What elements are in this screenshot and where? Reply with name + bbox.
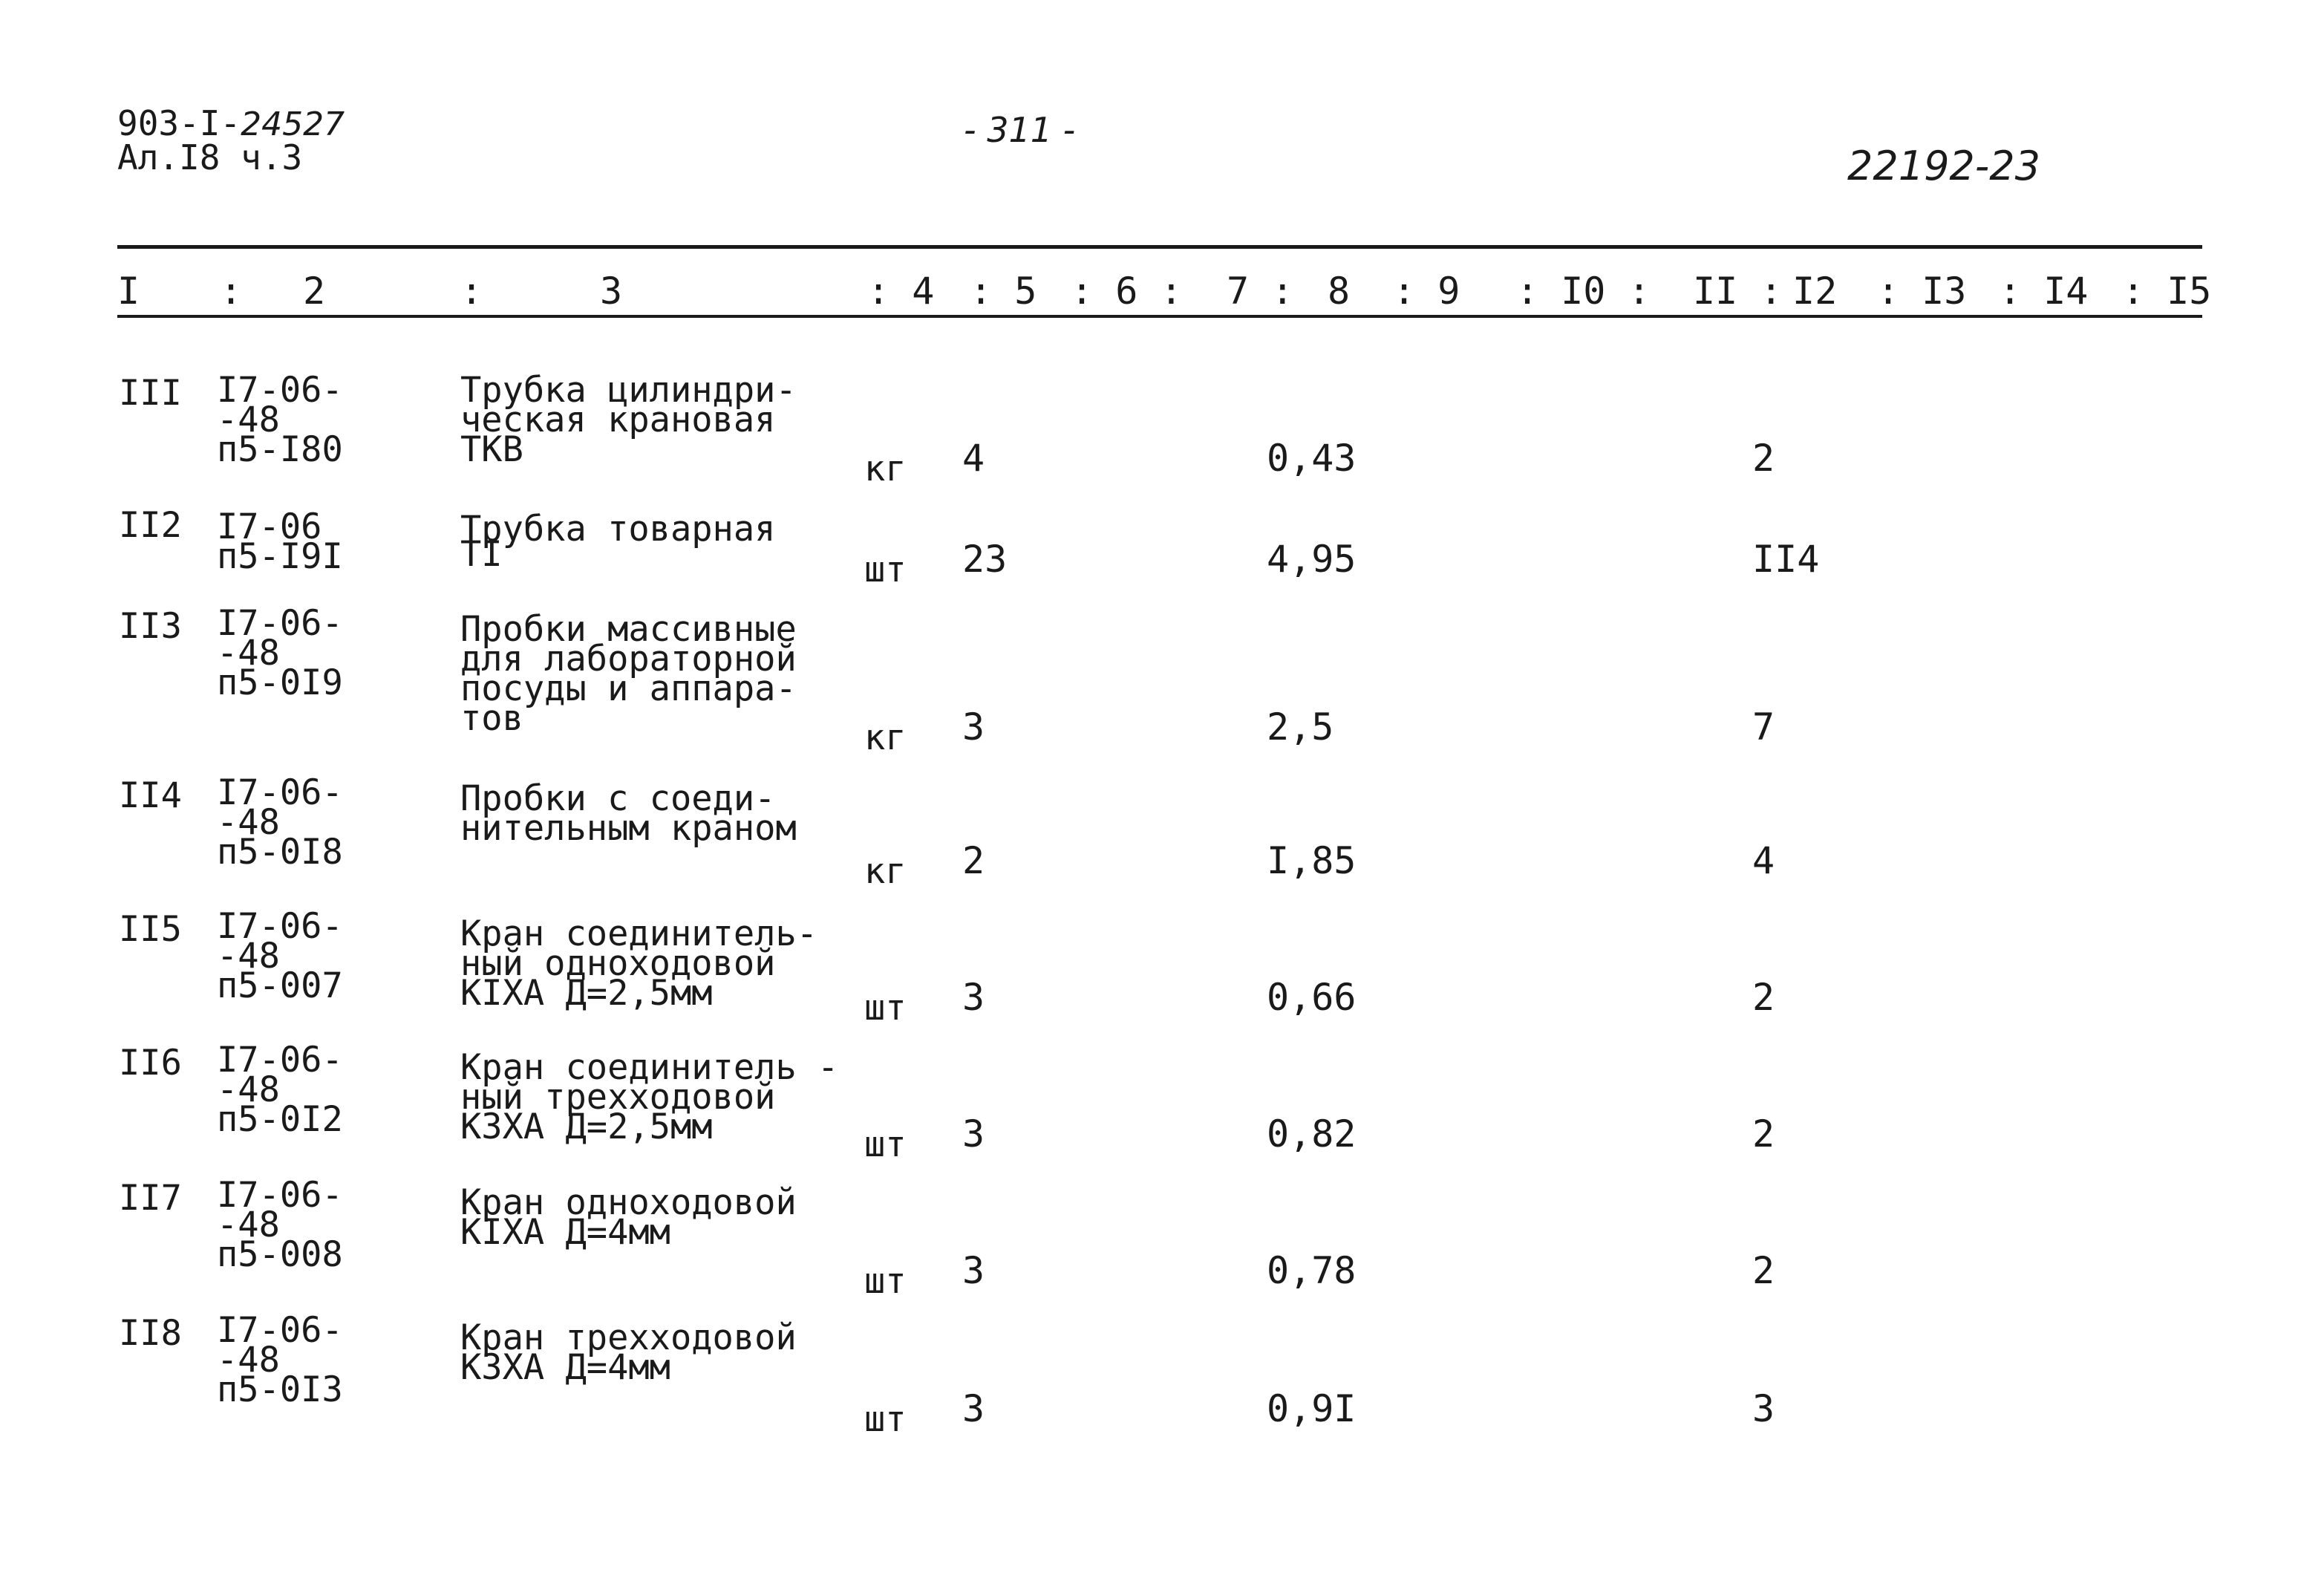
row-code: I7-06- -48 п5-0I8 xyxy=(217,772,343,873)
column-header-15: : I5 xyxy=(2122,270,2212,313)
row-name: Кран одноходовой КIХА Д=4мм xyxy=(460,1182,797,1253)
row-weight: 0,78 xyxy=(1267,1249,1357,1292)
document-code-handwritten: 24527 xyxy=(241,105,345,143)
row-quantity: 3 xyxy=(962,1249,985,1292)
row-weight: 0,82 xyxy=(1267,1112,1357,1156)
column-header-8: 8 xyxy=(1328,270,1351,313)
row-unit: кг xyxy=(864,717,907,758)
row-total: 3 xyxy=(1752,1387,1775,1430)
document-code-prefix: 903-I- xyxy=(117,103,241,143)
row-weight: 0,43 xyxy=(1267,437,1357,480)
column-header-1: I xyxy=(117,270,140,313)
row-code: I7-06- -48 п5-0I9 xyxy=(217,603,343,703)
row-total: 2 xyxy=(1752,1112,1775,1156)
row-number: II8 xyxy=(119,1313,182,1354)
row-number: II2 xyxy=(119,505,182,546)
row-quantity: 23 xyxy=(962,538,1008,581)
row-unit: шт xyxy=(864,1124,907,1165)
row-code: I7-06- -48 п5-0I2 xyxy=(217,1040,343,1140)
row-unit: кг xyxy=(864,449,907,489)
row-number: II6 xyxy=(119,1043,182,1083)
row-name: Трубка товарная ТI xyxy=(460,509,776,575)
row-number: II4 xyxy=(119,775,182,816)
row-total: 4 xyxy=(1752,839,1775,882)
row-name: Кран соединитель- ный одноходовой КIХА Д=2,5мм xyxy=(460,913,818,1014)
row-quantity: 4 xyxy=(962,437,985,480)
column-header-9: : 9 xyxy=(1393,270,1460,313)
row-quantity: 2 xyxy=(962,839,985,882)
row-name: Пробки массивные для лабораторной посуды и аппара- тов xyxy=(460,609,797,739)
column-header-4: : 4 xyxy=(867,270,935,313)
row-code: I7-06- -48 п5-008 xyxy=(217,1175,343,1275)
column-header-14: : I4 xyxy=(1999,270,2089,313)
column-header-6: : 6 : xyxy=(1071,270,1183,313)
row-total: 2 xyxy=(1752,976,1775,1019)
row-quantity: 3 xyxy=(962,1112,985,1156)
row-total: 7 xyxy=(1752,705,1775,749)
row-number: II3 xyxy=(119,606,182,647)
row-name: Кран соединитель - ный трехходовой К3ХА Д=2,5мм xyxy=(460,1047,839,1147)
column-header-7: 7 : xyxy=(1227,270,1294,313)
column-header-5: : 5 xyxy=(970,270,1037,313)
row-code: I7-06- -48 п5-0I3 xyxy=(217,1310,343,1410)
row-unit: шт xyxy=(864,1261,907,1302)
row-code: I7-06- -48 п5-007 xyxy=(217,906,343,1006)
row-unit: кг xyxy=(864,851,907,892)
album-label: Ал.I8 ч.3 xyxy=(117,137,303,177)
column-header-sep-1: : xyxy=(220,270,243,313)
row-quantity: 3 xyxy=(962,705,985,749)
column-header-12: I2 xyxy=(1792,270,1838,313)
row-total: 2 xyxy=(1752,437,1775,480)
header-rule-bottom xyxy=(117,315,2202,318)
column-header-10: : I0 : xyxy=(1516,270,1651,313)
row-name: Пробки с соеди- нительным краном xyxy=(460,778,797,849)
row-number: II5 xyxy=(119,909,182,950)
column-header-13: : I3 xyxy=(1877,270,1967,313)
row-code: I7-06- -48 п5-I80 xyxy=(217,370,343,470)
column-header-11: II : xyxy=(1693,270,1783,313)
row-total: 2 xyxy=(1752,1249,1775,1292)
row-name: Трубка цилиндри- ческая крановая ТКВ xyxy=(460,370,797,470)
row-number: II7 xyxy=(119,1178,182,1219)
row-weight: 0,66 xyxy=(1267,976,1357,1019)
row-unit: шт xyxy=(864,1399,907,1440)
row-quantity: 3 xyxy=(962,976,985,1019)
column-header-sep-2: : xyxy=(460,270,483,313)
page-number: - 311 - xyxy=(964,110,1076,150)
row-weight: 0,9I xyxy=(1267,1387,1357,1430)
row-unit: шт xyxy=(864,988,907,1029)
row-unit: шт xyxy=(864,550,907,590)
column-header-3: 3 xyxy=(600,270,623,313)
column-header-2: 2 xyxy=(303,270,326,313)
document-stamp: 22192-23 xyxy=(1847,143,2040,189)
row-weight: I,85 xyxy=(1267,839,1357,882)
row-weight: 4,95 xyxy=(1267,538,1357,581)
row-quantity: 3 xyxy=(962,1387,985,1430)
row-total: II4 xyxy=(1752,538,1820,581)
row-weight: 2,5 xyxy=(1267,705,1334,749)
row-name: Кран трехходовой К3ХА Д=4мм xyxy=(460,1317,797,1388)
header-rule-top xyxy=(117,245,2202,249)
row-code: I7-06 п5-I9I xyxy=(217,506,343,577)
row-number: III xyxy=(119,373,182,414)
